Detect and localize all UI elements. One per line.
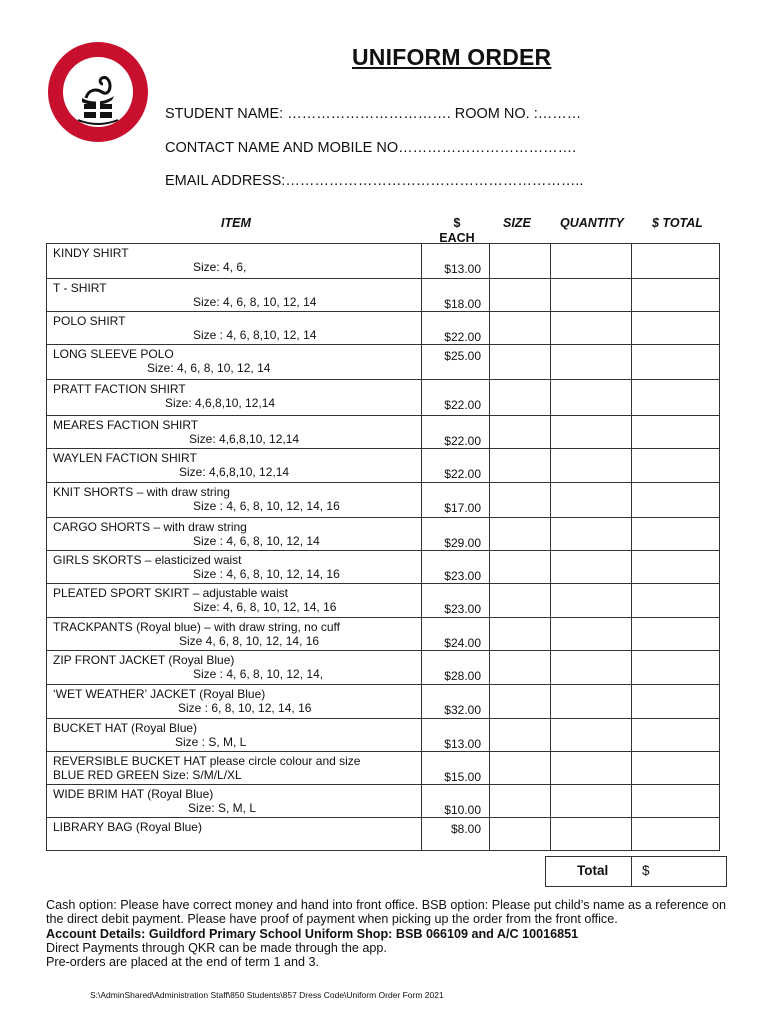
table-row <box>47 483 720 518</box>
quantity-input-cell[interactable] <box>551 279 632 312</box>
price-cell <box>422 244 490 279</box>
size-input-cell[interactable] <box>490 818 551 851</box>
quantity-input-cell[interactable] <box>551 518 632 551</box>
quantity-input-cell[interactable] <box>551 584 632 618</box>
item-size-options: Size: 4, 6, 8, 10, 12, 14 <box>147 361 271 375</box>
line-total-cell[interactable] <box>632 618 720 651</box>
item-name: BUCKET HAT (Royal Blue) <box>53 721 198 735</box>
item-cell <box>47 719 422 752</box>
item-size-options: Size : S, M, L <box>175 735 247 749</box>
table-row <box>47 719 720 752</box>
item-cell <box>47 551 422 584</box>
size-input-cell[interactable] <box>490 279 551 312</box>
item-cell <box>47 785 422 818</box>
line-total-cell[interactable] <box>632 651 720 685</box>
size-input-cell[interactable] <box>490 618 551 651</box>
preorder-text: Pre-orders are placed at the end of term 1 and 3. <box>46 955 320 970</box>
item-size-options: Size : 6, 8, 10, 12, 14, 16 <box>178 701 312 715</box>
header-total: $ TOTAL <box>652 216 703 230</box>
total-amount-field[interactable]: $ <box>642 863 650 878</box>
item-name: KNIT SHORTS – with draw string <box>53 485 230 499</box>
table-row <box>47 345 720 380</box>
item-cell <box>47 312 422 345</box>
line-total-cell[interactable] <box>632 785 720 818</box>
item-size-options: Size : 4, 6, 8, 10, 12, 14, <box>193 667 324 681</box>
item-name: PRATT FACTION SHIRT <box>53 382 186 396</box>
table-row <box>47 279 720 312</box>
price-cell <box>422 651 490 685</box>
quantity-input-cell[interactable] <box>551 818 632 851</box>
payment-notes <box>46 898 736 969</box>
table-row <box>47 244 720 279</box>
item-price: $28.00 <box>444 669 481 683</box>
item-price: $32.00 <box>444 703 481 717</box>
item-price: $22.00 <box>444 398 481 412</box>
line-total-cell[interactable] <box>632 449 720 483</box>
header-each-label: EACH <box>439 231 475 245</box>
line-total-cell[interactable] <box>632 551 720 584</box>
total-label: Total <box>577 863 609 878</box>
item-cell <box>47 618 422 651</box>
item-size-options: Size: 4,6,8,10, 12,14 <box>179 465 290 479</box>
item-name: ‘WET WEATHER’ JACKET (Royal Blue) <box>53 687 266 701</box>
item-price: $23.00 <box>444 602 481 616</box>
line-total-cell[interactable] <box>632 518 720 551</box>
item-cell <box>47 244 422 279</box>
size-input-cell[interactable] <box>490 345 551 380</box>
price-cell <box>422 380 490 416</box>
item-name: GIRLS SKORTS – elasticized waist <box>53 553 242 567</box>
item-price: $22.00 <box>444 434 481 448</box>
item-name: MEARES FACTION SHIRT <box>53 418 199 432</box>
header-price-each <box>437 216 477 246</box>
item-name: WAYLEN FACTION SHIRT <box>53 451 197 465</box>
table-row <box>47 818 720 851</box>
price-cell <box>422 279 490 312</box>
item-cell <box>47 416 422 449</box>
quantity-input-cell[interactable] <box>551 449 632 483</box>
item-cell <box>47 345 422 380</box>
size-input-cell[interactable] <box>490 651 551 685</box>
price-cell <box>422 785 490 818</box>
item-name: PLEATED SPORT SKIRT – adjustable waist <box>53 586 288 600</box>
price-cell <box>422 618 490 651</box>
item-name: POLO SHIRT <box>53 314 126 328</box>
size-input-cell[interactable] <box>490 752 551 785</box>
price-cell <box>422 312 490 345</box>
item-price: $22.00 <box>444 467 481 481</box>
contact-name-mobile-field[interactable]: CONTACT NAME AND MOBILE NO………………………………. <box>165 140 577 156</box>
table-row <box>47 584 720 618</box>
item-name: T - SHIRT <box>53 281 107 295</box>
line-total-cell[interactable] <box>632 380 720 416</box>
item-size-options: Size 4, 6, 8, 10, 12, 14, 16 <box>179 634 320 648</box>
quantity-input-cell[interactable] <box>551 685 632 719</box>
item-cell <box>47 380 422 416</box>
price-cell <box>422 449 490 483</box>
table-row <box>47 551 720 584</box>
account-details-text: Account Details: Guildford Primary School Uniform Shop: BSB 066109 and A/C 10016851 <box>46 926 579 941</box>
item-name: LONG SLEEVE POLO <box>53 347 174 361</box>
item-price: $15.00 <box>444 770 481 784</box>
item-name: CARGO SHORTS – with draw string <box>53 520 247 534</box>
line-total-cell[interactable] <box>632 416 720 449</box>
price-cell <box>422 719 490 752</box>
table-row <box>47 618 720 651</box>
table-row <box>47 785 720 818</box>
item-cell <box>47 483 422 518</box>
line-total-cell[interactable] <box>632 584 720 618</box>
student-name-room-field[interactable]: STUDENT NAME: ……………………………. ROOM NO. :……… <box>165 106 582 122</box>
order-items-table <box>46 243 720 851</box>
item-price: $18.00 <box>444 297 481 311</box>
size-input-cell[interactable] <box>490 416 551 449</box>
file-path-footer: S:\AdminShared\Administration Staff\850 Students\857 Dress Code\Uniform Order Form 2021 <box>90 990 444 1000</box>
item-name: KINDY SHIRT <box>53 246 129 260</box>
quantity-input-cell[interactable] <box>551 312 632 345</box>
item-cell <box>47 685 422 719</box>
price-cell <box>422 416 490 449</box>
header-item: ITEM <box>221 216 251 230</box>
item-size-options: BLUE RED GREEN Size: S/M/L/XL <box>53 768 242 782</box>
item-cell <box>47 752 422 785</box>
item-size-options: Size: 4,6,8,10, 12,14 <box>189 432 300 446</box>
header-quantity: QUANTITY <box>560 216 624 230</box>
quantity-input-cell[interactable] <box>551 618 632 651</box>
item-price: $25.00 <box>444 349 481 363</box>
price-cell <box>422 818 490 851</box>
line-total-cell[interactable] <box>632 752 720 785</box>
table-row <box>47 518 720 551</box>
email-address-field[interactable]: EMAIL ADDRESS:…………………………………………………….. <box>165 173 584 189</box>
item-price: $29.00 <box>444 536 481 550</box>
item-size-options: Size : 4, 6, 8, 10, 12, 14, 16 <box>193 567 340 581</box>
item-name: REVERSIBLE BUCKET HAT please circle colour and size <box>53 754 361 768</box>
size-input-cell[interactable] <box>490 584 551 618</box>
item-name: ZIP FRONT JACKET (Royal Blue) <box>53 653 235 667</box>
item-cell <box>47 584 422 618</box>
quantity-input-cell[interactable] <box>551 752 632 785</box>
item-size-options: Size: S, M, L <box>188 801 257 815</box>
quantity-input-cell[interactable] <box>551 244 632 279</box>
size-input-cell[interactable] <box>490 483 551 518</box>
item-size-options: Size: 4, 6, 8, 10, 12, 14 <box>193 295 317 309</box>
item-cell <box>47 449 422 483</box>
item-price: $13.00 <box>444 262 481 276</box>
size-input-cell[interactable] <box>490 785 551 818</box>
size-input-cell[interactable] <box>490 380 551 416</box>
size-input-cell[interactable] <box>490 551 551 584</box>
price-cell <box>422 345 490 380</box>
item-name: WIDE BRIM HAT (Royal Blue) <box>53 787 214 801</box>
size-input-cell[interactable] <box>490 518 551 551</box>
item-size-options: Size: 4, 6, <box>193 260 247 274</box>
item-cell <box>47 279 422 312</box>
item-price: $10.00 <box>444 803 481 817</box>
line-total-cell[interactable] <box>632 244 720 279</box>
table-row <box>47 416 720 449</box>
item-price: $13.00 <box>444 737 481 751</box>
total-box <box>545 856 727 887</box>
item-cell <box>47 518 422 551</box>
header-size: SIZE <box>503 216 531 230</box>
size-input-cell[interactable] <box>490 719 551 752</box>
table-row <box>47 449 720 483</box>
size-input-cell[interactable] <box>490 312 551 345</box>
table-row <box>47 752 720 785</box>
price-cell <box>422 752 490 785</box>
line-total-cell[interactable] <box>632 818 720 851</box>
item-price: $22.00 <box>444 330 481 344</box>
table-row <box>47 312 720 345</box>
quantity-input-cell[interactable] <box>551 651 632 685</box>
quantity-input-cell[interactable] <box>551 719 632 752</box>
item-cell <box>47 651 422 685</box>
price-cell <box>422 551 490 584</box>
item-price: $23.00 <box>444 569 481 583</box>
table-row <box>47 685 720 719</box>
item-name: TRACKPANTS (Royal blue) – with draw string, no cuff <box>53 620 340 634</box>
item-cell <box>47 818 422 851</box>
price-cell <box>422 685 490 719</box>
line-total-cell[interactable] <box>632 685 720 719</box>
line-total-cell[interactable] <box>632 719 720 752</box>
quantity-input-cell[interactable] <box>551 551 632 584</box>
quantity-input-cell[interactable] <box>551 416 632 449</box>
quantity-input-cell[interactable] <box>551 785 632 818</box>
item-name: LIBRARY BAG (Royal Blue) <box>53 820 202 834</box>
item-price: $24.00 <box>444 636 481 650</box>
table-row <box>47 651 720 685</box>
page-title: UNIFORM ORDER <box>352 44 552 70</box>
price-cell <box>422 483 490 518</box>
quantity-input-cell[interactable] <box>551 380 632 416</box>
quantity-input-cell[interactable] <box>551 483 632 518</box>
size-input-cell[interactable] <box>490 449 551 483</box>
qkr-text: Direct Payments through QKR can be made through the app. <box>46 940 387 955</box>
table-row <box>47 380 720 416</box>
line-total-cell[interactable] <box>632 279 720 312</box>
item-price: $17.00 <box>444 501 481 515</box>
item-price: $8.00 <box>450 822 481 836</box>
size-input-cell[interactable] <box>490 244 551 279</box>
item-size-options: Size: 4,6,8,10, 12,14 <box>165 396 276 410</box>
item-size-options: Size : 4, 6, 8, 10, 12, 14 <box>193 534 320 548</box>
line-total-cell[interactable] <box>632 345 720 380</box>
line-total-cell[interactable] <box>632 483 720 518</box>
size-input-cell[interactable] <box>490 685 551 719</box>
item-size-options: Size : 4, 6, 8,10, 12, 14 <box>193 328 317 342</box>
price-cell <box>422 584 490 618</box>
quantity-input-cell[interactable] <box>551 345 632 380</box>
item-size-options: Size : 4, 6, 8, 10, 12, 14, 16 <box>193 499 340 513</box>
line-total-cell[interactable] <box>632 312 720 345</box>
header-each-symbol: $ <box>453 216 461 230</box>
item-size-options: Size: 4, 6, 8, 10, 12, 14, 16 <box>193 600 337 614</box>
school-logo <box>46 40 150 144</box>
payment-options-text: Cash option: Please have correct money and hand into front office. BSB option: Please put child’s name as a reference on the direct debit payment. Please have proof of payment when picking up the order from the front office. <box>46 898 727 927</box>
price-cell <box>422 518 490 551</box>
